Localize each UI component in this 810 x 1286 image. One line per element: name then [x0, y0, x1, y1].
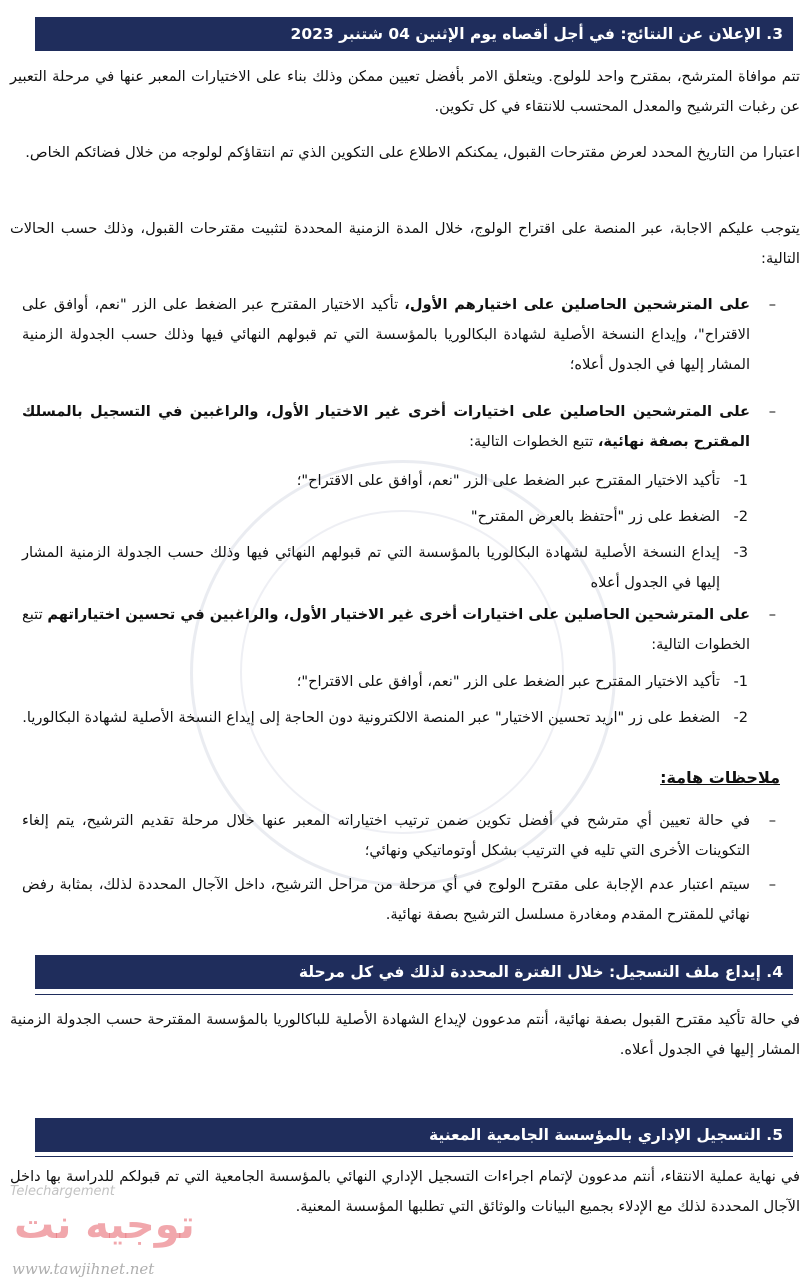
bullet-dash: –: [768, 812, 776, 829]
section-3-paragraph-2: اعتبارا من التاريخ المحدد لعرض مقترحات القبول، يمكنكم الاطلاع على التكوين الذي تم انتقاؤكم لولوجه من خلال فضائكم الخاص.: [25, 144, 800, 161]
bullet-dash: –: [768, 606, 776, 623]
case-2-step-3: إيداع النسخة الأصلية لشهادة البكالوريا بالمؤسسة التي تم قبولهم النهائي فيها وذلك حسب الجدولة الزمنية المشار إليها في الجدول أعلاه: [22, 544, 720, 591]
section-4-title: 4. إيداع ملف التسجيل: خلال الفترة المحددة لذلك في كل مرحلة: [298, 963, 783, 981]
case-1-text: تأكيد الاختيار المقترح عبر الضغط على الزر "نعم، أوافق على الاقتراح"، وإيداع النسخة الأصلية لشهادة البكالوريا بالمؤسسة التي تم قبولهم النهائي فيها وذلك حسب الجدولة الزمنية المشار إليها في الجدول أعلاه؛: [22, 296, 750, 373]
case-2-step-2: الضغط على زر "أحتفظ بالعرض المقترح": [470, 508, 720, 525]
case-1-item: [22, 290, 750, 380]
bullet-dash: –: [768, 876, 776, 893]
section-3-header: [35, 17, 793, 51]
bullet-dash: –: [768, 403, 776, 420]
section-4-header: [35, 955, 793, 989]
watermark-logo: [4, 1184, 224, 1284]
section-3-paragraph-1: تتم موافاة المترشح، بمقترح واحد للولوج. ويتعلق الامر بأفضل تعيين ممكن وذلك بناء على الاختيارات المعبر عنها في مرحلة التعبير عن رغبات الترشيح والمعدل المحتسب للانتقاء في كل تكوين.: [10, 68, 800, 115]
case-2-text: تتبع الخطوات التالية:: [469, 433, 598, 450]
watermark-url: www.tawjihnet.net: [12, 1260, 155, 1278]
step-number: -3: [733, 544, 748, 561]
case-3-text: تتبع الخطوات التالية:: [22, 606, 750, 653]
section-3-title: 3. الإعلان عن النتائج: في أجل أقصاه يوم الإثنين 04 شتنبر 2023: [290, 25, 783, 43]
section-5-underline: [35, 1156, 793, 1157]
step-number: -2: [733, 508, 748, 525]
case-3-item: [22, 600, 750, 660]
case-3-bold: على المترشحين الحاصلين على اختيارات أخرى غير الاختيار الأول، والراغبين في تحسين اختياراتهم: [47, 606, 750, 623]
section-5-title: 5. التسجيل الإداري بالمؤسسة الجامعية المعنية: [429, 1126, 783, 1144]
section-3-paragraph-3: يتوجب عليكم الاجابة، عبر المنصة على اقتراح الولوج، خلال المدة الزمنية المحددة لتثبيت مقترحات القبول، وذلك حسب الحالات التالية:: [10, 220, 800, 267]
step-number: -2: [733, 709, 748, 726]
watermark-brand: توجيه نت: [14, 1202, 195, 1248]
step-number: -1: [733, 472, 748, 489]
note-2: سيتم اعتبار عدم الإجابة على مقترح الولوج في أي مرحلة من مراحل الترشيح، داخل الآجال المحددة لذلك، بمثابة رفض نهائي للمقترح المقدم ومغادرة مسلسل الترشيح بصفة نهائية.: [22, 876, 750, 923]
case-2-bold: على المترشحين الحاصلين على اختيارات أخرى غير الاختيار الأول، والراغبين في التسجيل بالمسلك المقترح بصفة نهائية،: [22, 403, 750, 450]
case-1-bold: على المترشحين الحاصلين على اختيارهم الأول،: [404, 296, 750, 313]
case-3-step-2: الضغط على زر "اريد تحسين الاختيار" عبر المنصة الالكترونية دون الحاجة إلى إيداع النسخة الأصلية لشهادة البكالوريا.: [22, 709, 720, 726]
section-5-paragraph: في نهاية عملية الانتقاء، أنتم مدعوون لإتمام اجراءات التسجيل الإداري النهائي بالمؤسسة الجامعية التي تم قبولكم للدراسة بها داخل الآجال المحددة لذلك مع الإدلاء بجميع البيانات والوثائق التي تطلبها المؤسسة المعنية.: [10, 1168, 800, 1215]
bullet-dash: –: [768, 296, 776, 313]
case-2-item: [22, 397, 750, 457]
case-3-step-1: تأكيد الاختيار المقترح عبر الضغط على الزر "نعم، أوافق على الاقتراح"؛: [296, 673, 720, 690]
notes-title: ملاحظات هامة:: [660, 768, 780, 787]
note-1: في حالة تعيين أي مترشح في أفضل تكوين ضمن ترتيب اختياراته المعبر عنها خلال مرحلة تقديم الترشيح، يتم إلغاء التكوينات الأخرى التي تليه في الترتيب بشكل أوتوماتيكي ونهائي؛: [22, 812, 750, 859]
section-4-underline: [35, 994, 793, 995]
case-2-step-1: تأكيد الاختيار المقترح عبر الضغط على الزر "نعم، أوافق على الاقتراح"؛: [296, 472, 720, 489]
section-4-paragraph: في حالة تأكيد مقترح القبول بصفة نهائية، أنتم مدعوون لإيداع الشهادة الأصلية للباكالوريا بالمؤسسة المقترحة حسب الجدولة الزمنية المشار إليها في الجدول أعلاه.: [10, 1011, 800, 1058]
section-5-header: [35, 1118, 793, 1152]
step-number: -1: [733, 673, 748, 690]
watermark-top-text: Telechargement: [10, 1184, 115, 1199]
